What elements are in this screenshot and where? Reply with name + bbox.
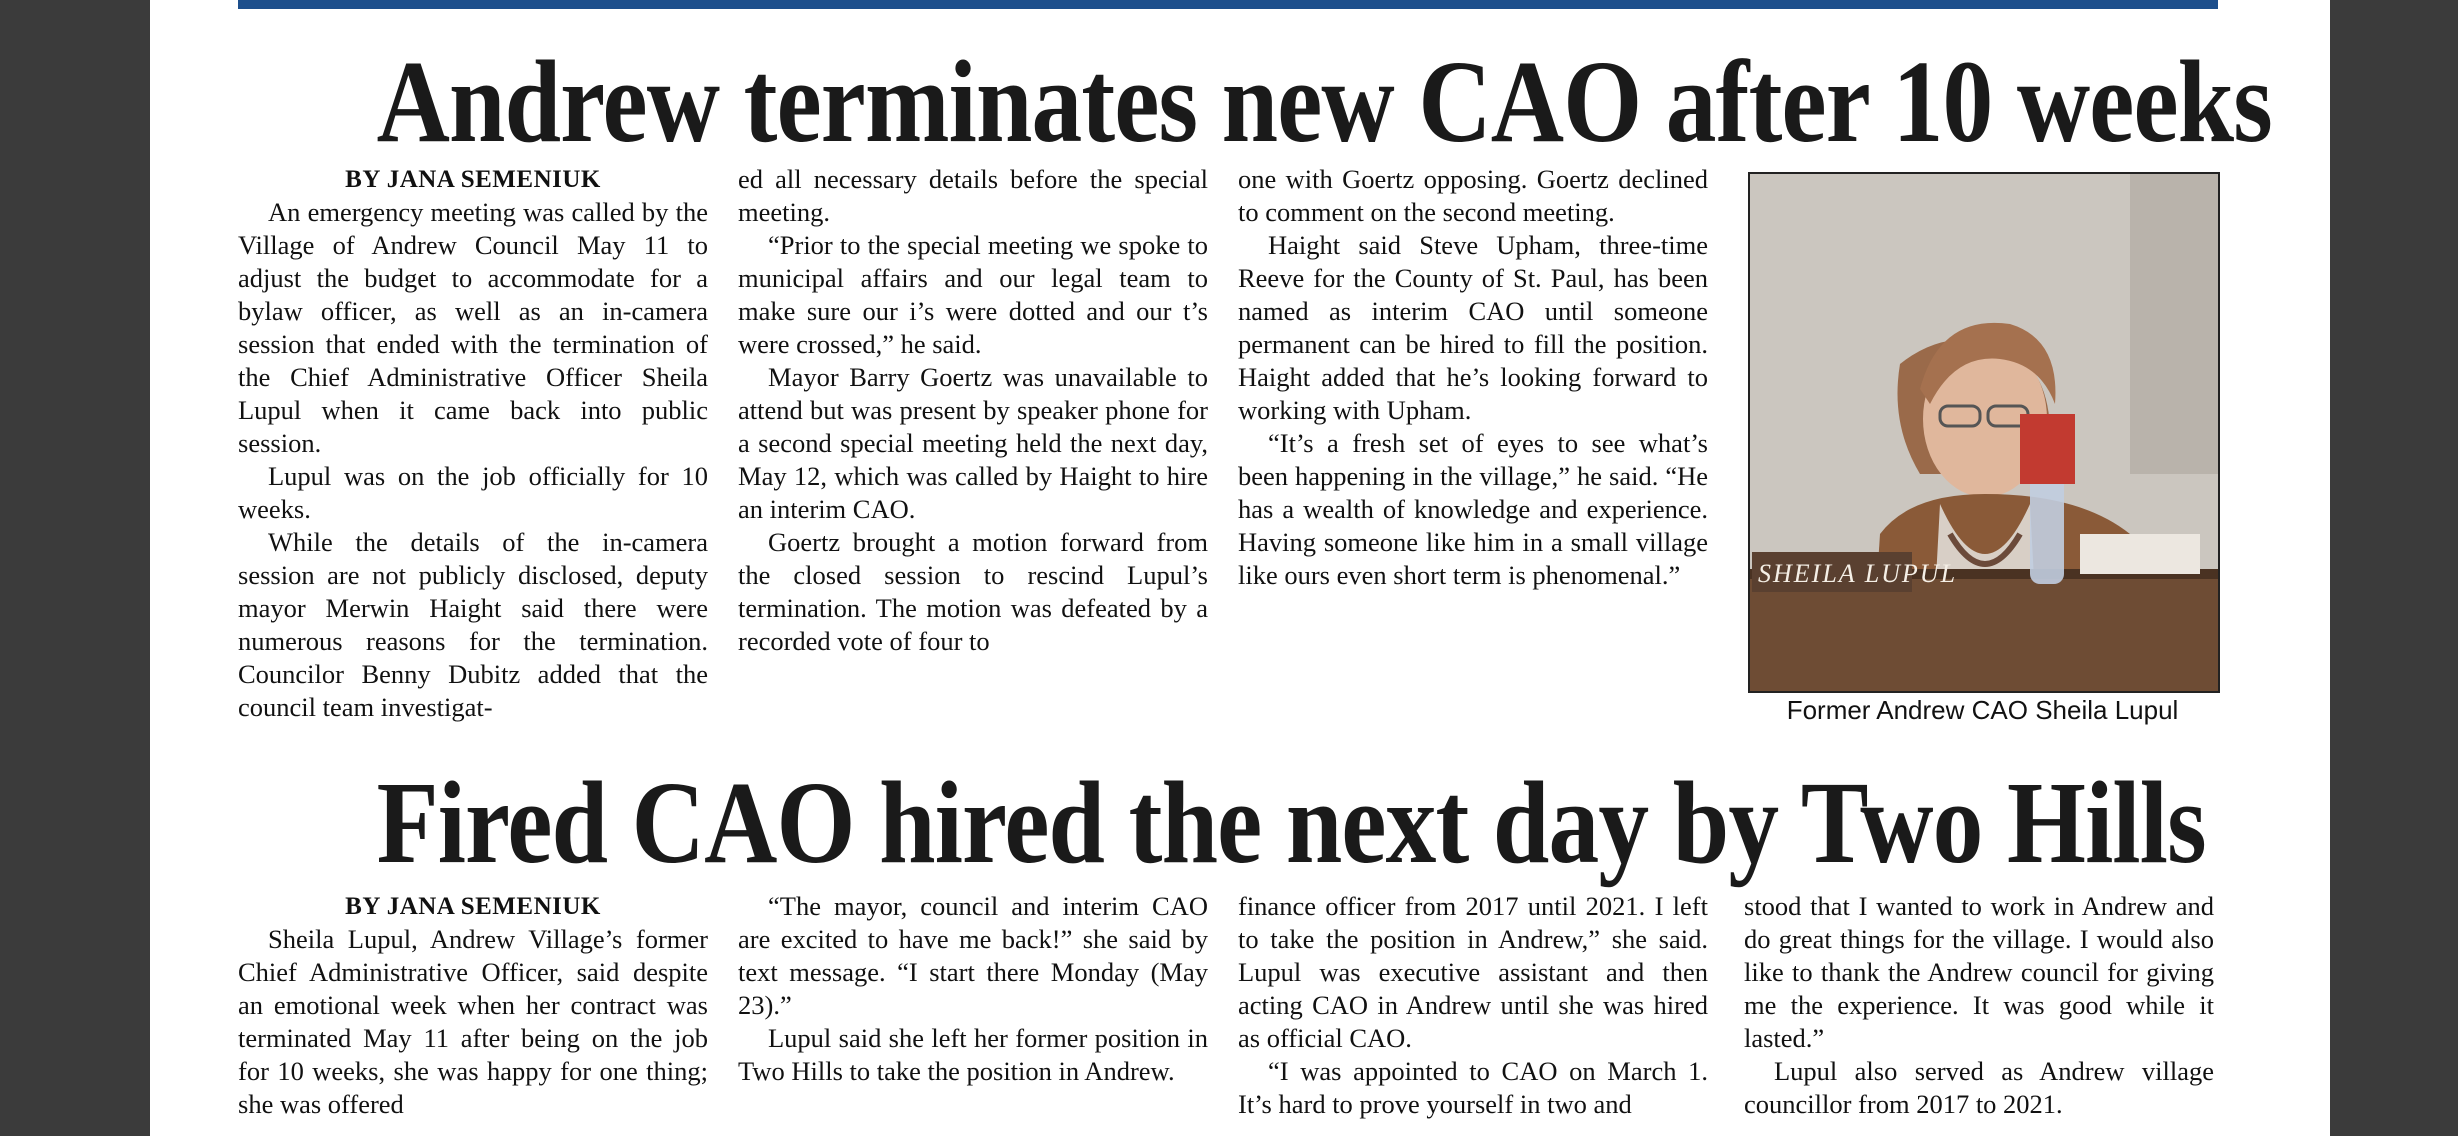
cao-photo-illustration — [1750, 174, 2218, 691]
article1-paragraph: “Prior to the special meeting we spoke to municipal affairs and our legal team to make sure our i’s were dotted and our t’s were crossed,” he said. — [738, 230, 1208, 359]
article1-paragraph: Lupul was on the job officially for 10 weeks. — [238, 461, 708, 524]
article1-column-2 — [738, 163, 1208, 728]
article2-paragraph: “I was appointed to CAO on March 1. It’s hard to prove yourself in two and — [1238, 1056, 1708, 1119]
article1-headline: Andrew terminates new CAO after 10 weeks — [376, 36, 2272, 167]
article2-column-4 — [1744, 890, 2214, 1136]
nameplate-text: SHEILA LUPUL — [1758, 559, 1958, 588]
article1-paragraph: While the details of the in-camera session are not publicly disclosed, deputy mayor Merwin Haight said there were numerous reasons for the termination. Councilor Benny Dubitz added that the council team investigat- — [238, 527, 708, 722]
article1-paragraph: Haight said Steve Upham, three-time Reeve for the County of St. Paul, has been named as interim CAO until someone permanent can be hired to fill the position. Haight added that he’s looking forward to working with Upham. — [1238, 230, 1708, 425]
article1-paragraph: “It’s a fresh set of eyes to see what’s been happening in the village,” he said. “He has a wealth of knowledge and experience. Having someone like him in a small village like ours even short term is phenomenal.” — [1238, 428, 1708, 590]
article1-column-1 — [238, 163, 708, 728]
article2-paragraph: Lupul also served as Andrew village councillor from 2017 to 2021. — [1744, 1056, 2214, 1119]
article1-paragraph: Goertz brought a motion forward from the closed session to rescind Lupul’s termination. The motion was defeated by a recorded vote of four to — [738, 527, 1208, 656]
article2-column-2 — [738, 890, 1208, 1136]
cao-photo — [1748, 172, 2220, 693]
photo-caption: Former Andrew CAO Sheila Lupul — [1786, 695, 2179, 725]
article1-paragraph: An emergency meeting was called by the Village of Andrew Council May 11 to adjust the budget to accommodate for a bylaw officer, as well as an in-camera session that ended with the termination of the Chief Administrative Officer Sheila Lupul when it came back into public session. — [238, 197, 708, 458]
article2-byline: BY JANA SEMENIUK — [345, 893, 601, 920]
top-rule — [238, 0, 2218, 9]
article2-column-3 — [1238, 890, 1708, 1136]
article2-column-1 — [238, 890, 708, 1136]
article1-column-3 — [1238, 163, 1708, 703]
newspaper-page — [150, 0, 2330, 1136]
article2-paragraph: stood that I wanted to work in Andrew and do great things for the village. I would also like to thank the Andrew council for giving me the experience. It was good while it lasted.” — [1744, 891, 2214, 1053]
article2-paragraph: Lupul said she left her former position in Two Hills to take the position in Andrew. — [738, 1023, 1208, 1086]
article1-paragraph: one with Goertz opposing. Goertz declined to comment on the second meeting. — [1238, 164, 1708, 227]
article2-headline: Fired CAO hired the next day by Two Hills — [376, 757, 2206, 888]
article2-paragraph: “The mayor, council and interim CAO are excited to have me back!” she said by text message. “I start there Monday (May 23).” — [738, 891, 1208, 1020]
article2-paragraph: finance officer from 2017 until 2021. I left to take the position in Andrew,” she said. Lupul was executive assistant and then acting CAO in Andrew until she was hired as official CAO. — [1238, 891, 1708, 1053]
article1-byline: BY JANA SEMENIUK — [345, 166, 601, 193]
article1-paragraph: ed all necessary details before the special meeting. — [738, 164, 1208, 227]
article1-paragraph: Mayor Barry Goertz was unavailable to attend but was present by speaker phone for a second special meeting held the next day, May 12, which was called by Haight to hire an interim CAO. — [738, 362, 1208, 524]
article2-paragraph: Sheila Lupul, Andrew Village’s former Chief Administrative Officer, said despite an emotional week when her contract was terminated May 11 after being on the job for 10 weeks, she was happy for one thing; she was offered — [238, 924, 708, 1119]
